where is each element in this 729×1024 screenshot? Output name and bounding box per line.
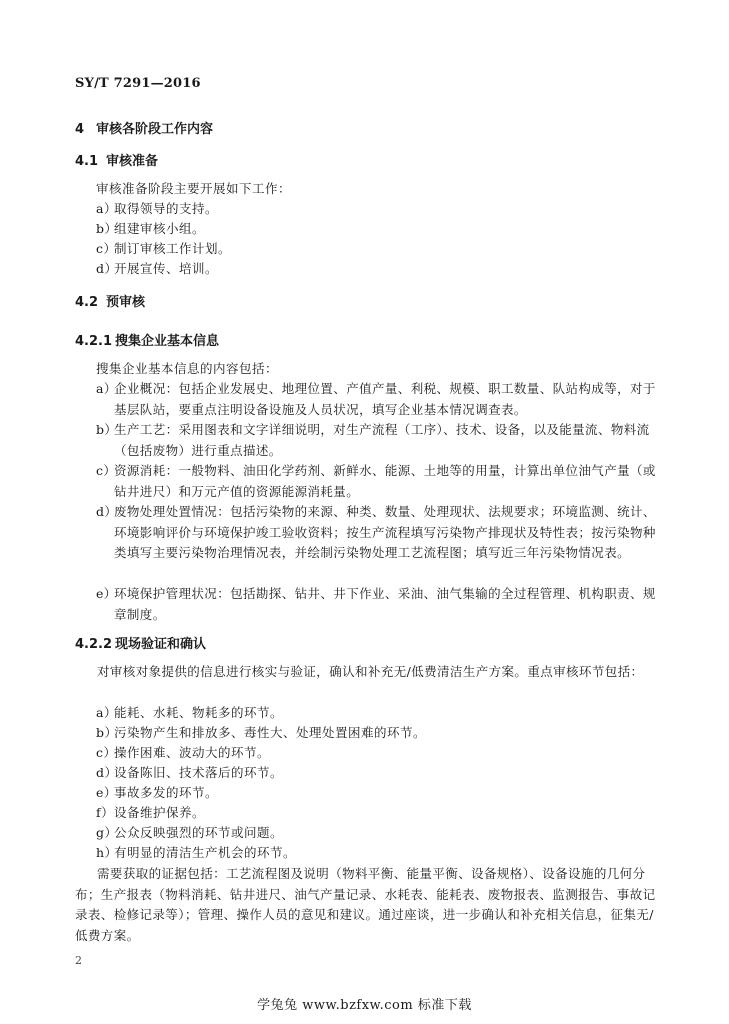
item-label: a）: [96, 381, 117, 396]
item-label: c）: [96, 241, 117, 256]
list-item: [96, 420, 656, 461]
footer-watermark: 学兔兔 www.bzfxw.com 标准下载: [257, 998, 472, 1013]
list-item: [96, 803, 658, 824]
section-title: 搜集企业基本信息: [115, 334, 220, 349]
item-label: c）: [96, 463, 117, 478]
item-label: f）: [96, 805, 115, 820]
item-label: h）: [96, 845, 118, 860]
list-item: [96, 763, 658, 784]
list-item: [96, 461, 656, 502]
item-label: b）: [96, 422, 118, 437]
item-text: 制订审核工作计划。: [114, 241, 232, 256]
item-label: b）: [96, 221, 118, 236]
section-4-2-1-heading: [75, 330, 219, 349]
section-title: 现场验证和确认: [115, 637, 207, 652]
item-label: b）: [96, 725, 118, 740]
item-text: 污染物产生和排放多、毒性大、处理处置困难的环节。: [114, 725, 427, 740]
list-item: [96, 843, 658, 864]
section-4-2-heading: [75, 291, 145, 310]
item-text: 有明显的清洁生产机会的环节。: [114, 845, 297, 860]
s41-intro: 审核准备阶段主要开展如下工作：: [96, 181, 292, 196]
item-label: e）: [96, 586, 117, 601]
s422-closing: 需要获取的证据包括：工艺流程图及说明（物料平衡、能量平衡、设备规格）、设备设施的几何分布；生产报表（物料消耗、钻井进尺、油气产量记录、水耗表、能耗表、废物报表、监测报告、事故记录表、检修记录等）；管理、操作人员的意见和建议。通过座谈，进一步确认和补充相关信息，征集无/低费方案。: [75, 866, 656, 943]
list-item: [96, 723, 658, 744]
s421-intro: 搜集企业基本信息的内容包括：: [96, 361, 279, 376]
item-label: d）: [96, 765, 118, 780]
item-text: 组建审核小组。: [114, 221, 206, 236]
page-number: 2: [75, 954, 82, 967]
section-number: 4.2.2: [75, 637, 113, 652]
list-item: [96, 199, 658, 220]
section-title: 审核准备: [106, 154, 159, 169]
item-label: c）: [96, 745, 117, 760]
item-text: 环境保护管理状况：包括勘探、钻井、井下作业、采油、油气集输的全过程管理、机构职责、规章制度。: [114, 586, 656, 622]
standard-number: SY/T 7291—2016: [75, 76, 201, 91]
section-number: 4.2.1: [75, 334, 113, 349]
list-item: [96, 379, 656, 420]
item-text: 设备陈旧、技术落后的环节。: [114, 765, 284, 780]
list-item: [96, 584, 656, 625]
item-text: 资源消耗：一般物料、油田化学药剂、新鲜水、能源、土地等的用量，计算出单位油气产量（或钻井进尺）和万元产值的资源能源消耗量。: [114, 463, 656, 499]
item-text: 取得领导的支持。: [114, 201, 219, 216]
section-number: 4.1: [75, 154, 99, 169]
item-label: a）: [96, 201, 117, 216]
list-item: [96, 259, 658, 280]
item-text: 操作困难、波动大的环节。: [114, 745, 271, 760]
list-item: [96, 823, 658, 844]
section-4-1-heading: [75, 150, 158, 169]
item-label: g）: [96, 825, 118, 840]
list-item: [96, 743, 658, 764]
item-text: 公众反映强烈的环节或问题。: [114, 825, 284, 840]
list-item: [96, 783, 658, 804]
item-text: 设备维护保养。: [114, 805, 206, 820]
s422-intro: 对审核对象提供的信息进行核实与验证，确认和补充无/低费清洁生产方案。重点审核环节包括：: [97, 664, 644, 679]
section-number: 4: [75, 122, 85, 137]
list-item: [96, 219, 658, 240]
item-text: 废物处理处置情况：包括污染物的来源、种类、数量、处理现状、法规要求；环境监测、统计、环境影响评价与环境保护竣工验收资料；按生产流程填写污染物产排现状及特性表；按污染物种类填写主要污染物治理情况表，并绘制污染物处理工艺流程图；填写近三年污染物情况表。: [114, 504, 656, 560]
section-title: 审核各阶段工作内容: [96, 122, 214, 137]
item-label: a）: [96, 705, 117, 720]
item-label: e）: [96, 785, 117, 800]
item-label: d）: [96, 261, 118, 276]
section-number: 4.2: [75, 295, 99, 310]
list-item: [96, 703, 658, 724]
item-text: 企业概况：包括企业发展史、地理位置、产值产量、利税、规模、职工数量、队站构成等，对于基层队站，要重点注明设备设施及人员状况，填写企业基本情况调查表。: [114, 381, 656, 417]
item-text: 生产工艺：采用图表和文字详细说明，对生产流程（工序）、技术、设备，以及能量流、物料流（包括废物）进行重点描述。: [114, 422, 650, 458]
list-item: [96, 502, 656, 564]
section-title: 预审核: [106, 295, 146, 310]
section-4-heading: [75, 118, 213, 137]
item-text: 事故多发的环节。: [114, 785, 219, 800]
section-4-2-2-heading: [75, 633, 206, 652]
list-item: [96, 239, 658, 260]
item-label: d）: [96, 504, 118, 519]
item-text: 开展宣传、培训。: [114, 261, 219, 276]
item-text: 能耗、水耗、物耗多的环节。: [114, 705, 284, 720]
